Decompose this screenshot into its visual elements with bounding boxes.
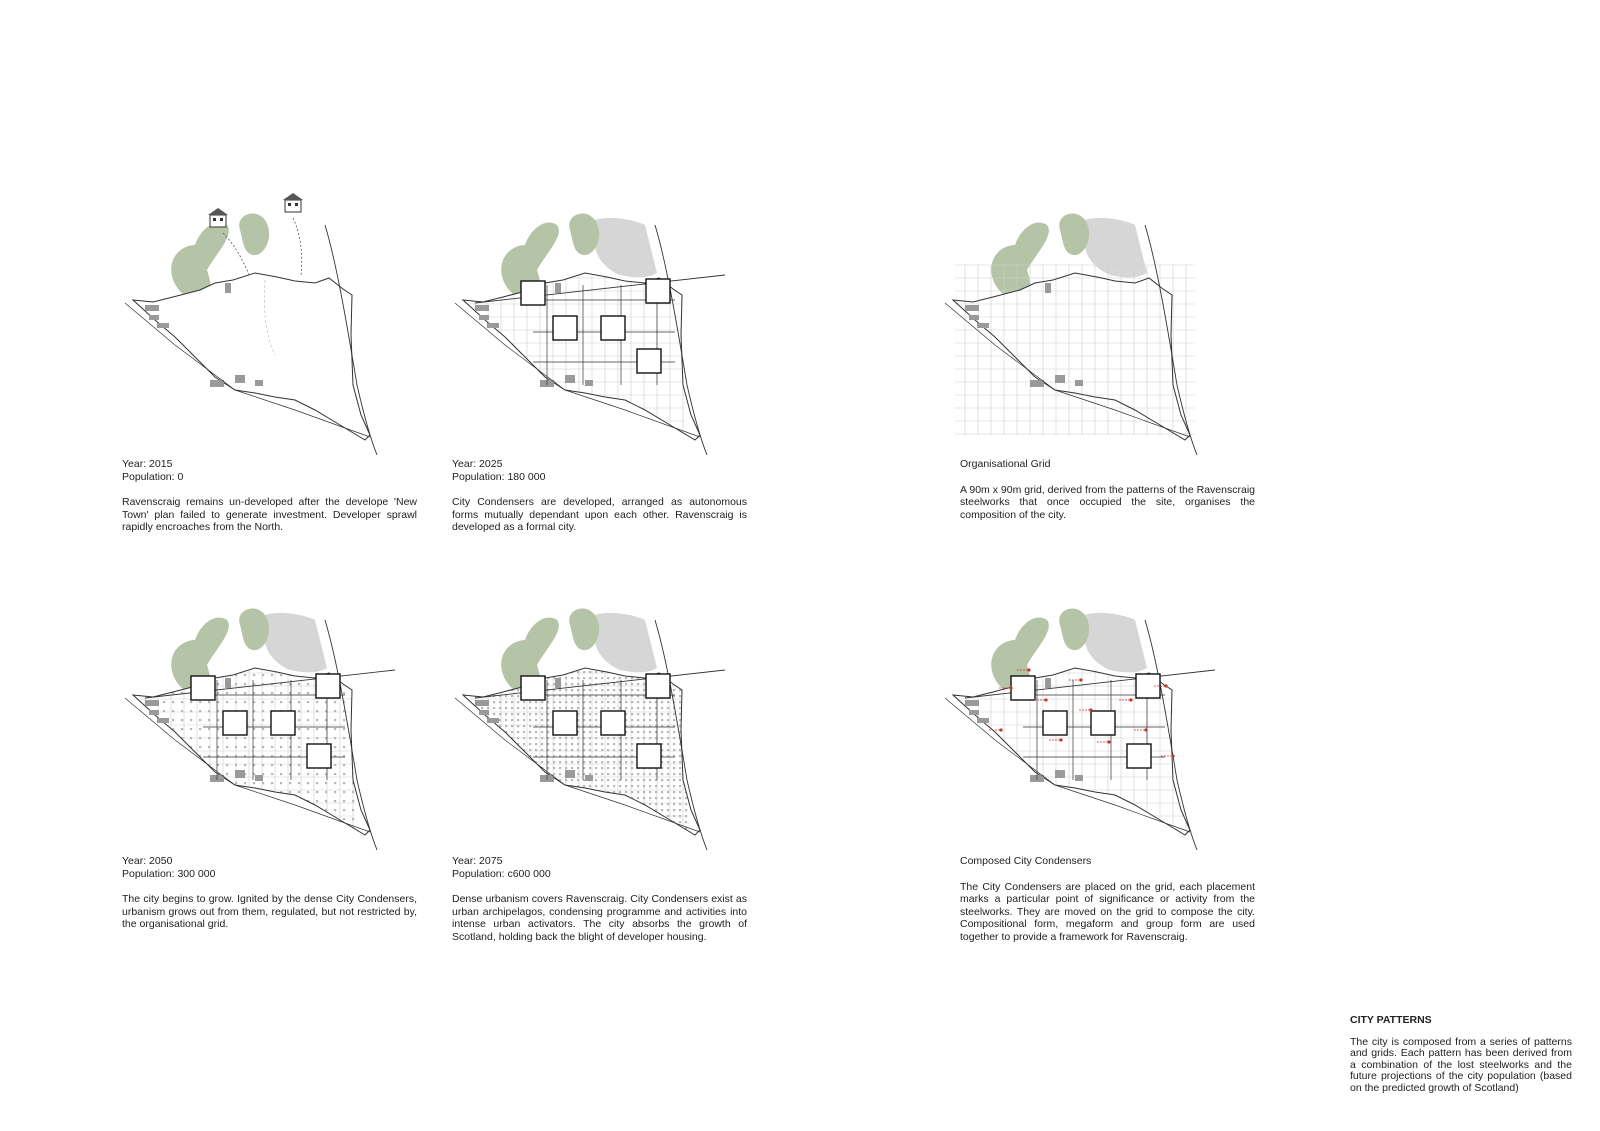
panel-description: The City Condensers are placed on the grid, each placement marks a particular point of significance or activity from the steelworks. They are moved on the grid to compose the city. Compositional form, megaform and group form are used together to provide a framework for Ravenscraig. — [960, 880, 1255, 943]
movement-arrow-head — [1027, 668, 1030, 671]
steelworks-remnant — [475, 700, 489, 706]
movement-arrow-head — [999, 728, 1002, 731]
developer-sprawl — [595, 613, 657, 672]
steelworks-remnant — [479, 710, 489, 715]
city-condenser — [637, 744, 661, 768]
steelworks-remnant — [157, 323, 169, 328]
panel-description: Dense urbanism covers Ravenscraig. City Condensers exist as urban archipelagos, condensing programme and activities into intense urban activators. The city absorbs the growth of Scotland, holding back the blight of developer housing. — [452, 893, 747, 943]
steelworks-remnant — [565, 770, 575, 778]
movement-arrow-head — [1164, 684, 1167, 687]
developer-sprawl — [595, 218, 657, 277]
steelworks-remnant — [1055, 375, 1065, 383]
steelworks-remnant — [1045, 283, 1051, 293]
city-condenser — [646, 279, 670, 303]
steelworks-remnant — [1030, 380, 1044, 387]
city-condenser — [521, 676, 545, 700]
panel-description: A 90m x 90m grid, derived from the patterns of the Ravenscraig steelworks that once occupied the site, organises the composition of the city. — [960, 483, 1255, 521]
steelworks-remnant — [487, 718, 499, 723]
year-label: Year: 2075 — [452, 855, 503, 867]
city-condenser — [316, 674, 340, 698]
site-map-2015 — [115, 185, 445, 460]
green-space — [569, 608, 599, 650]
city-condenser — [646, 674, 670, 698]
steelworks-remnant — [965, 305, 979, 311]
steelworks-remnant — [255, 775, 263, 781]
city-condenser — [521, 281, 545, 305]
steelworks-remnant — [1055, 770, 1065, 778]
movement-arrow-head — [1079, 678, 1082, 681]
movement-arrow-head — [1089, 708, 1092, 711]
city-condenser — [1091, 711, 1115, 735]
house-roof-icon — [208, 208, 228, 215]
movement-arrow-head — [1144, 728, 1147, 731]
steelworks-remnant — [235, 375, 245, 383]
panel-description: Ravenscraig remains un-developed after the develope 'New Town' plan failed to generate investment. Developer sprawl rapidly encroaches from the North. — [122, 496, 417, 533]
house-window-icon — [213, 218, 216, 221]
steelworks-remnant — [145, 700, 159, 706]
steelworks-remnant — [555, 283, 561, 293]
steelworks-remnant — [255, 380, 263, 386]
population-label: Population: 0 — [122, 470, 184, 483]
population-label: Population: 180 000 — [452, 470, 546, 483]
site-map-2075 — [445, 600, 775, 855]
house-icon — [210, 215, 226, 227]
city-patterns-note — [1350, 1015, 1572, 1094]
city-condenser — [601, 711, 625, 735]
encroachment-arrow — [293, 218, 302, 275]
panel-heading: Composed City Condensers — [960, 855, 1092, 867]
year-label: Year: 2025 — [452, 458, 503, 470]
steelworks-remnant — [1045, 678, 1051, 688]
developer-sprawl — [265, 613, 327, 672]
city-condenser — [553, 711, 577, 735]
steelworks-remnant — [965, 700, 979, 706]
movement-arrow-head — [1129, 698, 1132, 701]
city-condenser — [271, 711, 295, 735]
site-map-grid — [935, 205, 1265, 460]
steelworks-remnant — [149, 315, 159, 320]
sidebar-title: CITY PATTERNS — [1350, 1014, 1432, 1026]
green-space — [1059, 213, 1089, 255]
steelworks-remnant — [225, 283, 231, 293]
movement-arrow-head — [1059, 738, 1062, 741]
caption-organisational-grid — [960, 458, 1255, 521]
city-condenser — [601, 316, 625, 340]
movement-arrow-head — [1009, 686, 1012, 689]
steelworks-remnant — [210, 380, 224, 387]
panel-description: The city begins to grow. Ignited by the dense City Condensers, urbanism grows out from them, regulated, but not restricted by, the organisational grid. — [122, 893, 417, 930]
city-condenser — [191, 676, 215, 700]
caption-composed-city-condensers — [960, 855, 1255, 943]
steelworks-remnant — [145, 305, 159, 311]
panel-heading: Organisational Grid — [960, 458, 1051, 470]
steelworks-remnant — [225, 678, 231, 688]
movement-arrow-head — [1044, 698, 1047, 701]
year-label: Year: 2050 — [122, 855, 173, 867]
city-condenser — [553, 316, 577, 340]
steelworks-remnant — [479, 315, 489, 320]
steelworks-remnant — [565, 375, 575, 383]
steelworks-remnant — [157, 718, 169, 723]
steelworks-remnant — [555, 678, 561, 688]
green-space — [239, 213, 269, 255]
steelworks-remnant — [475, 305, 489, 311]
green-space — [569, 213, 599, 255]
steelworks-remnant — [149, 710, 159, 715]
city-condenser — [1127, 744, 1151, 768]
panel-description: City Condensers are developed, arranged as autonomous forms mutually dependant upon each other. Ravenscraig is developed as a formal city. — [452, 496, 747, 533]
city-condenser — [1011, 676, 1035, 700]
developer-sprawl — [1085, 613, 1147, 672]
steelworks-remnant — [1075, 775, 1083, 781]
city-condenser — [223, 711, 247, 735]
steelworks-remnant — [487, 323, 499, 328]
steelworks-remnant — [585, 380, 593, 386]
city-condenser — [637, 349, 661, 373]
green-space — [239, 608, 269, 650]
population-label: Population: c600 000 — [452, 867, 551, 880]
city-condenser — [1043, 711, 1067, 735]
site-map-2025 — [445, 205, 775, 460]
steelworks-remnant — [585, 775, 593, 781]
city-condenser — [1136, 674, 1160, 698]
house-icon — [285, 200, 301, 212]
year-label: Year: 2015 — [122, 458, 173, 470]
steelworks-remnant — [977, 323, 989, 328]
site-map-composed — [935, 600, 1265, 855]
steelworks-remnant — [977, 718, 989, 723]
caption-2015 — [122, 458, 417, 534]
sidebar-body: The city is composed from a series of patterns and grids. Each pattern has been derived from a combination of the lost steelworks and the future projections of the city population (based on the predicted growth of Scotland) — [1350, 1035, 1572, 1094]
movement-arrow-head — [1107, 740, 1110, 743]
developer-sprawl — [1085, 218, 1147, 277]
steelworks-remnant — [969, 315, 979, 320]
house-roof-icon — [283, 193, 303, 200]
population-label: Population: 300 000 — [122, 867, 216, 880]
steelworks-remnant — [1075, 380, 1083, 386]
house-window-icon — [288, 203, 291, 206]
city-condenser — [307, 744, 331, 768]
green-space — [1059, 608, 1089, 650]
site-map-2050 — [115, 600, 445, 855]
movement-arrow-head — [1171, 754, 1174, 757]
caption-2025 — [452, 458, 747, 534]
house-window-icon — [295, 203, 298, 206]
steelworks-remnant — [969, 710, 979, 715]
caption-2075 — [452, 855, 747, 943]
house-window-icon — [220, 218, 223, 221]
steelworks-remnant — [235, 770, 245, 778]
caption-2050 — [122, 855, 417, 931]
